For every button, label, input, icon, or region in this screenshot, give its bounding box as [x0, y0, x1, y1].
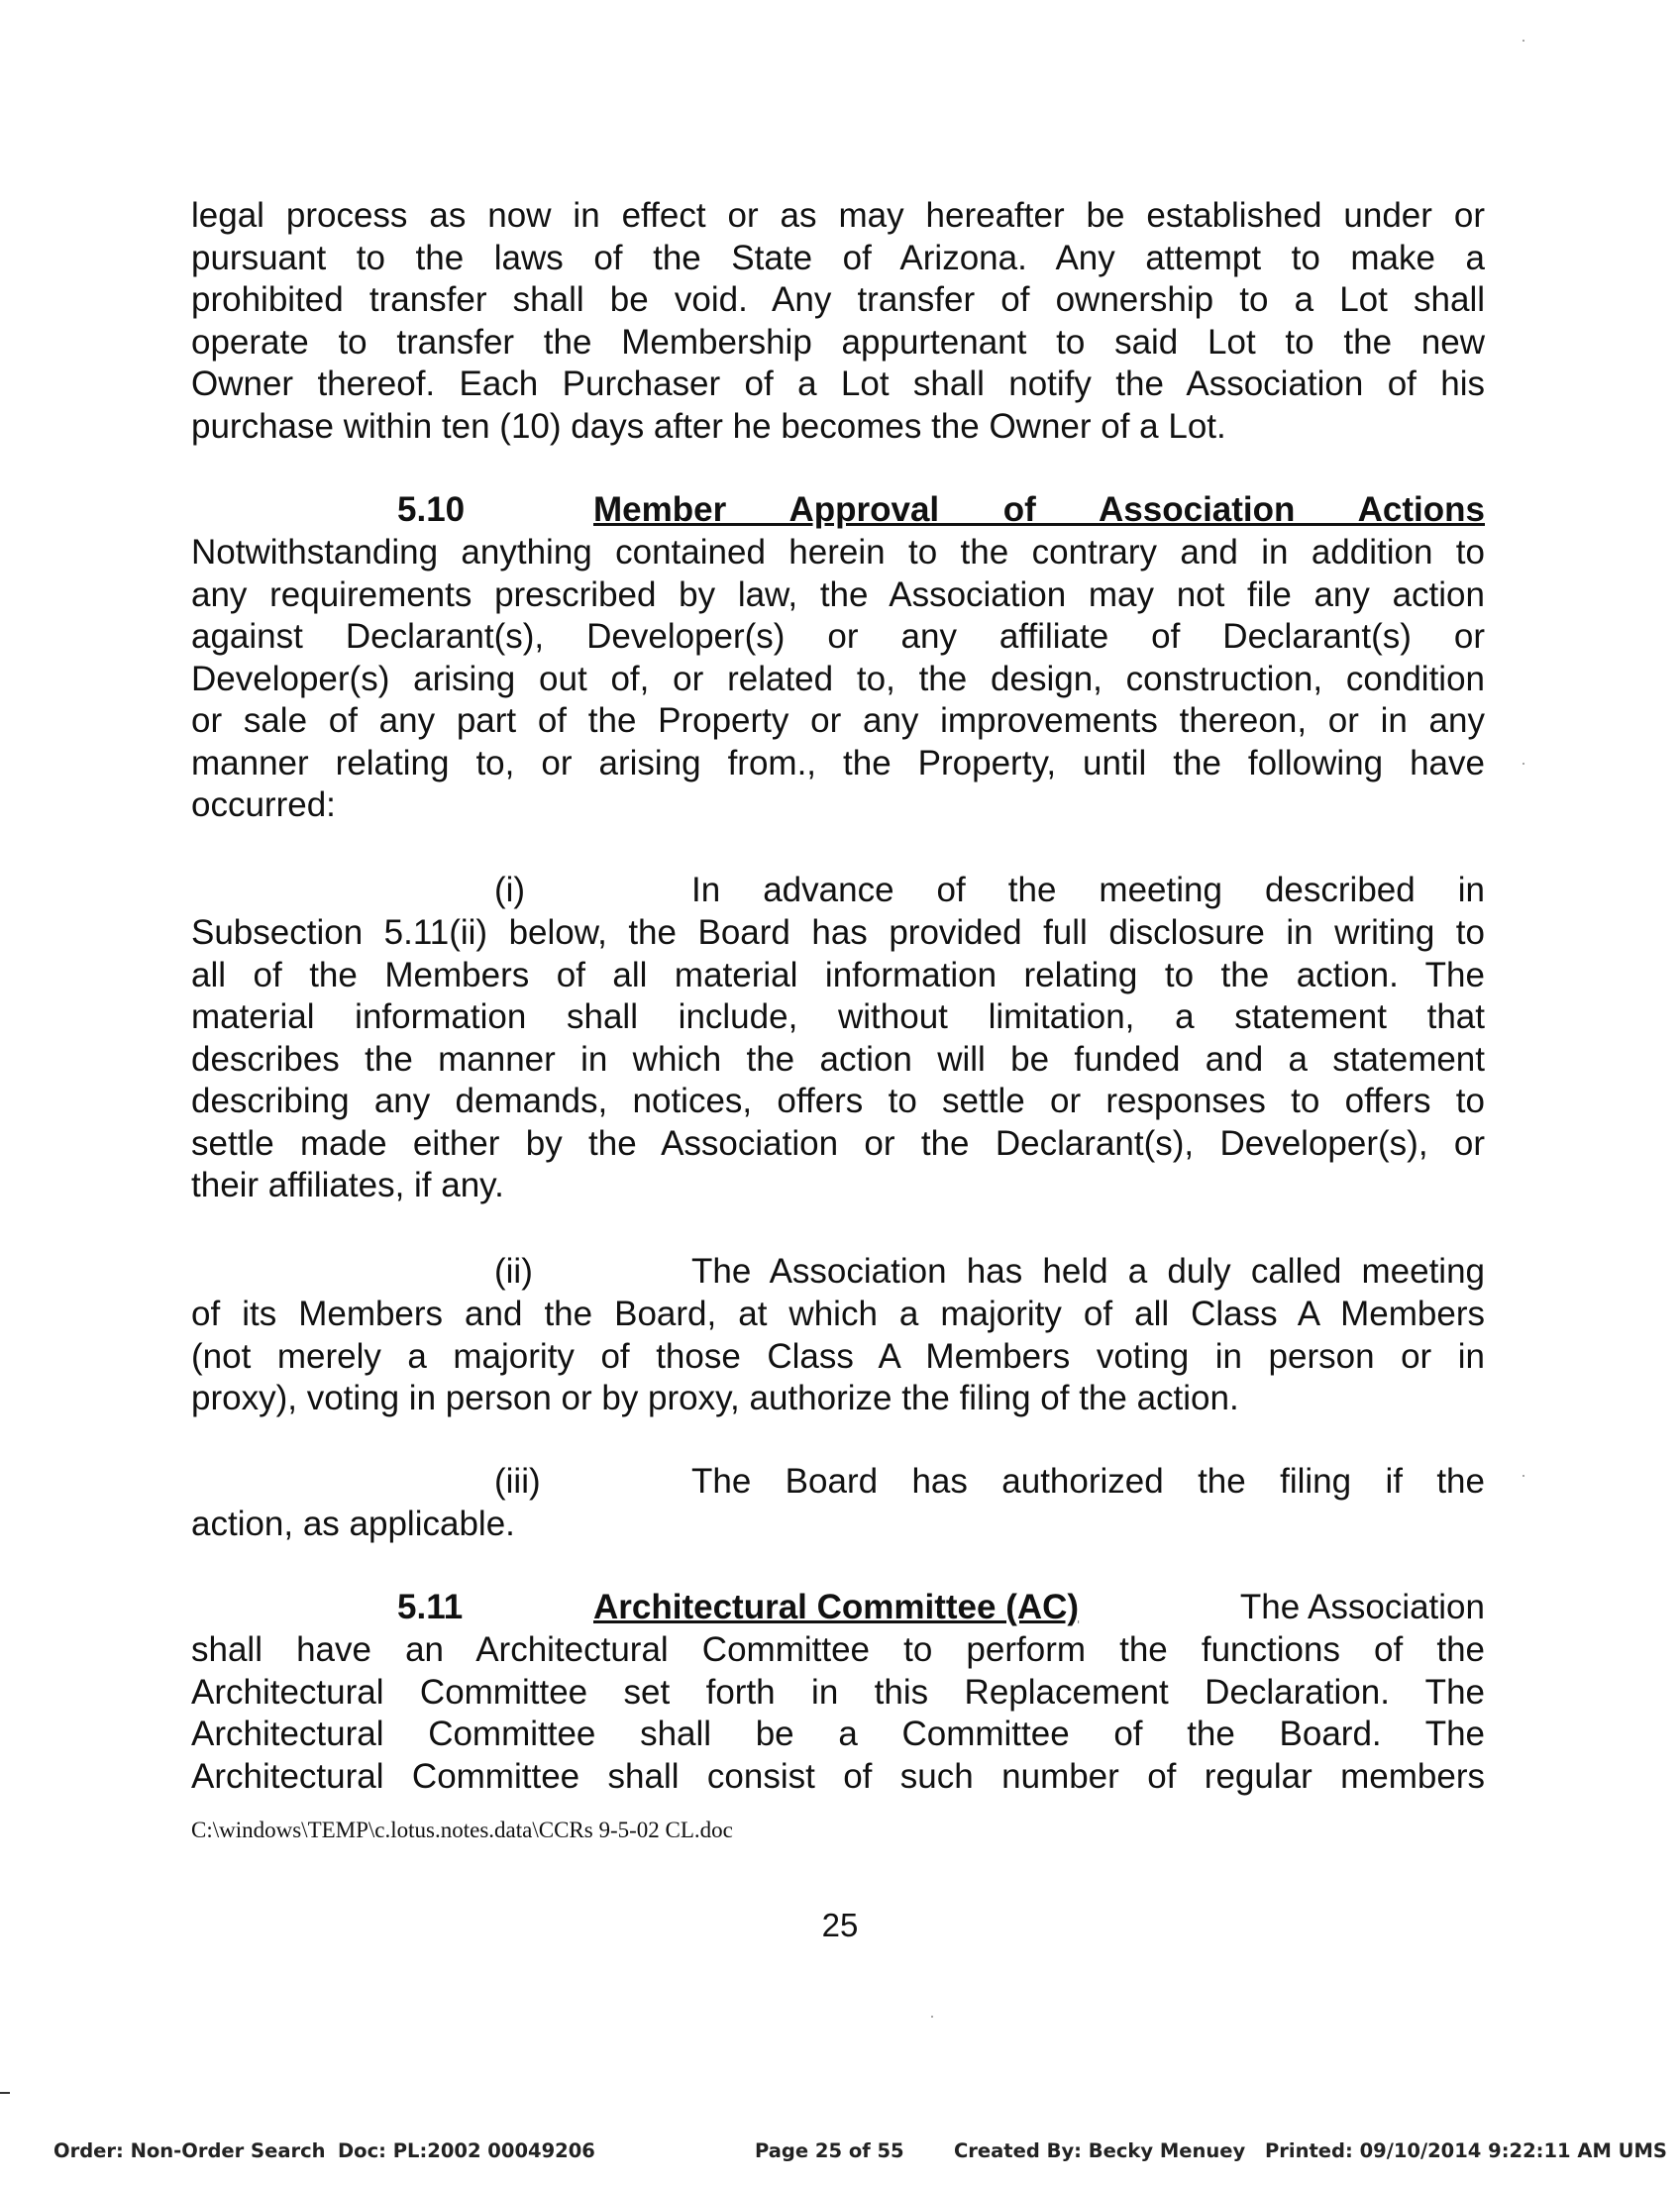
section-5-11-heading: [191, 1587, 1485, 1629]
text-line: proxy), voting in person or by proxy, authorize the filing of the action.: [191, 1379, 1239, 1417]
scan-speck: [1522, 40, 1524, 42]
text-line: settle made either by the Association or the Declarant(s), Developer(s), or: [191, 1123, 1485, 1163]
text-line: occurred:: [191, 785, 336, 824]
text-line: material information shall include, without limitation, a statement that: [191, 997, 1485, 1036]
text-line: shall have an Architectural Committee to perform the functions of the: [191, 1630, 1485, 1669]
text-line: against Declarant(s), Developer(s) or any affiliate of Declarant(s) or: [191, 617, 1485, 656]
section-5-11-body: [191, 1629, 1485, 1798]
page-number: 25: [821, 1907, 859, 1943]
text-line: Architectural Committee shall consist of such number of regular members: [191, 1756, 1485, 1796]
text-line: or sale of any part of the Property or any improvements thereon, or in any: [191, 701, 1485, 740]
section-title: Member Approval of Association Actions: [593, 490, 1485, 529]
text-line: Owner thereof. Each Purchaser of a Lot shall notify the Association of his: [191, 364, 1485, 403]
text-line: of its Members and the Board, at which a majority of all Class A Members: [191, 1295, 1485, 1333]
item-number: (ii): [494, 1252, 533, 1291]
section-number: 5.11: [397, 1588, 464, 1626]
section-number: 5.10: [397, 490, 466, 529]
section-5-10-heading: [191, 489, 1485, 532]
text-line: Subsection 5.11(ii) below, the Board has provided full disclosure in writing to: [191, 913, 1485, 952]
item-i-body: [191, 912, 1485, 1207]
item-iii-heading: [191, 1461, 1485, 1504]
item-number: (i): [494, 871, 526, 909]
created-by-label: Created By: Becky Menuey: [954, 2139, 1246, 2162]
section-5-10-body: [191, 532, 1485, 827]
text-line: describing any demands, notices, offers to settle or responses to offers to: [191, 1082, 1485, 1120]
item-iii-body: [191, 1504, 1485, 1546]
text-line: operate to transfer the Membership appurtenant to said Lot to the new: [191, 322, 1485, 362]
doc-label: Doc: PL:2002 00049206: [338, 2139, 595, 2162]
scan-mark: [0, 2092, 10, 2094]
scan-speck: [1522, 763, 1524, 765]
text-line: pursuant to the laws of the State of Arizona. Any attempt to make a: [191, 238, 1485, 277]
order-label: Order: Non-Order Search: [53, 2139, 326, 2162]
text-line: purchase within ten (10) days after he becomes the Owner of a Lot.: [191, 406, 1226, 446]
text-line: their affiliates, if any.: [191, 1166, 504, 1204]
item-first-line: In advance of the meeting described in: [691, 871, 1485, 909]
text-line: (not merely a majority of those Class A Members voting in person or in: [191, 1336, 1485, 1376]
footer-file-path: C:\windows\TEMP\c.lotus.notes.data\CCRs 9-5-02 CL.doc: [191, 1818, 733, 1842]
printed-label: Printed: 09/10/2014 9:22:11 AM UMS: [1265, 2139, 1667, 2162]
scan-speck: [1522, 1475, 1524, 1477]
text-line: Architectural Committee shall be a Committee of the Board. The: [191, 1715, 1485, 1753]
text-line: all of the Members of all material information relating to the action. The: [191, 955, 1485, 994]
text-line: manner relating to, or arising from., the Property, until the following have: [191, 743, 1485, 782]
item-ii-body: [191, 1294, 1485, 1420]
page-count-label: Page 25 of 55: [755, 2139, 904, 2162]
text-line: any requirements prescribed by law, the Association may not file any action: [191, 574, 1485, 614]
section-lead-text: The Association: [1239, 1588, 1485, 1626]
item-first-line: The Board has authorized the filing if the: [691, 1462, 1485, 1501]
item-number: (iii): [494, 1462, 541, 1501]
text-line: prohibited transfer shall be void. Any transfer of ownership to a Lot shall: [191, 280, 1485, 319]
section-title: Architectural Committee (AC): [593, 1588, 1080, 1626]
item-first-line: The Association has held a duly called meeting: [691, 1252, 1485, 1291]
paragraph-legal-process: [191, 195, 1485, 448]
text-line: describes the manner in which the action will be funded and a statement: [191, 1039, 1485, 1079]
text-line: Developer(s) arising out of, or related to, the design, construction, condition: [191, 659, 1485, 698]
item-ii-heading: [191, 1251, 1485, 1294]
text-line: legal process as now in effect or as may hereafter be established under or: [191, 196, 1485, 235]
text-line: Notwithstanding anything contained herein to the contrary and in addition to: [191, 533, 1485, 572]
text-line: action, as applicable.: [191, 1505, 515, 1543]
item-i-heading: [191, 870, 1485, 912]
text-line: Architectural Committee set forth in this Replacement Declaration. The: [191, 1672, 1485, 1712]
scan-speck: [931, 2016, 933, 2018]
